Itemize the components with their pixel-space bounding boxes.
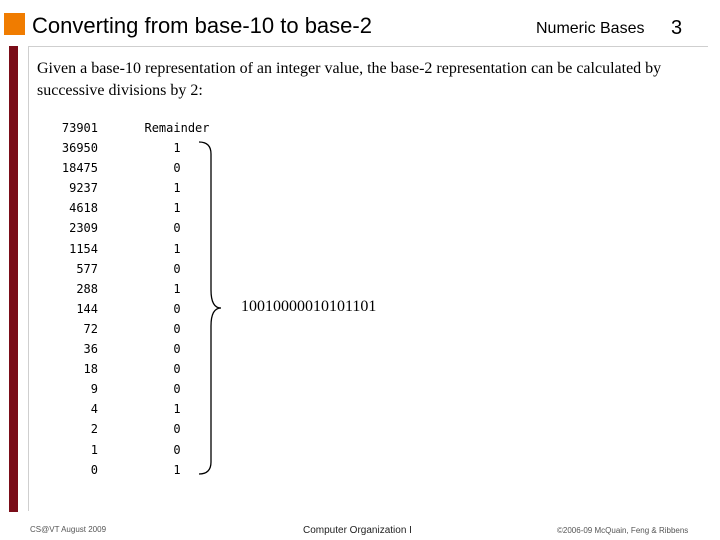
footer-title: Computer Organization I	[303, 525, 412, 536]
quotient-value: 4	[90, 402, 98, 417]
remainder-value: 0	[173, 261, 181, 276]
remainder-value: 0	[173, 301, 181, 316]
remainder-value: 0	[173, 342, 181, 357]
curly-brace-icon	[197, 140, 227, 476]
remainder-value: 1	[173, 241, 181, 256]
quotient-value: 36	[83, 342, 98, 357]
remainder-value: 0	[173, 382, 181, 397]
quotient-value: 73901	[61, 121, 98, 135]
slide-title: Converting from base-10 to base-2	[32, 13, 372, 38]
remainder-value: 1	[173, 181, 181, 196]
remainder-value: 0	[173, 161, 181, 176]
quotient-value: 9237	[69, 181, 98, 196]
quotient-value: 2	[90, 422, 98, 437]
remainder-value: 1	[173, 141, 181, 156]
quotient-value: 577	[76, 261, 98, 276]
quotient-column	[40, 118, 98, 480]
slide-number: 3	[671, 17, 683, 39]
remainder-value: 0	[173, 362, 181, 377]
intro-text: Given a base-10 representation of an integer value, the base-2 representation can be calculated by successive divisions by 2:	[37, 60, 662, 99]
remainder-value: 0	[173, 442, 181, 457]
remainder-value: 1	[173, 201, 181, 216]
quotient-value: 36950	[61, 141, 98, 156]
quotient-value: 0	[90, 462, 98, 477]
section-label: Numeric Bases	[536, 20, 645, 37]
title-accent-square	[4, 13, 25, 35]
remainder-value: 1	[173, 462, 181, 477]
quotient-value: 2309	[69, 221, 98, 236]
remainder-value: 0	[173, 221, 181, 236]
quotient-value: 144	[76, 301, 98, 316]
binary-result: 10010000010101101	[241, 298, 377, 315]
quotient-value: 9	[90, 382, 98, 397]
quotient-value: 1154	[69, 241, 98, 256]
side-accent-bar	[9, 46, 18, 512]
quotient-value: 1	[90, 442, 98, 457]
quotient-value: 4618	[69, 201, 98, 216]
quotient-value: 18	[83, 362, 98, 377]
content-panel	[28, 46, 708, 511]
quotient-value: 288	[76, 281, 98, 296]
quotient-value: 18475	[61, 161, 98, 176]
remainder-value: 1	[173, 402, 181, 417]
remainder-value: 0	[173, 321, 181, 336]
footer-copyright: ©2006-09 McQuain, Feng & Ribbens	[557, 526, 689, 535]
footer-course: CS@VT August 2009	[30, 525, 107, 534]
remainder-value: 0	[173, 422, 181, 437]
quotient-value: 72	[83, 321, 98, 336]
remainder-header: Remainder	[144, 121, 210, 135]
remainder-value: 1	[173, 281, 181, 296]
